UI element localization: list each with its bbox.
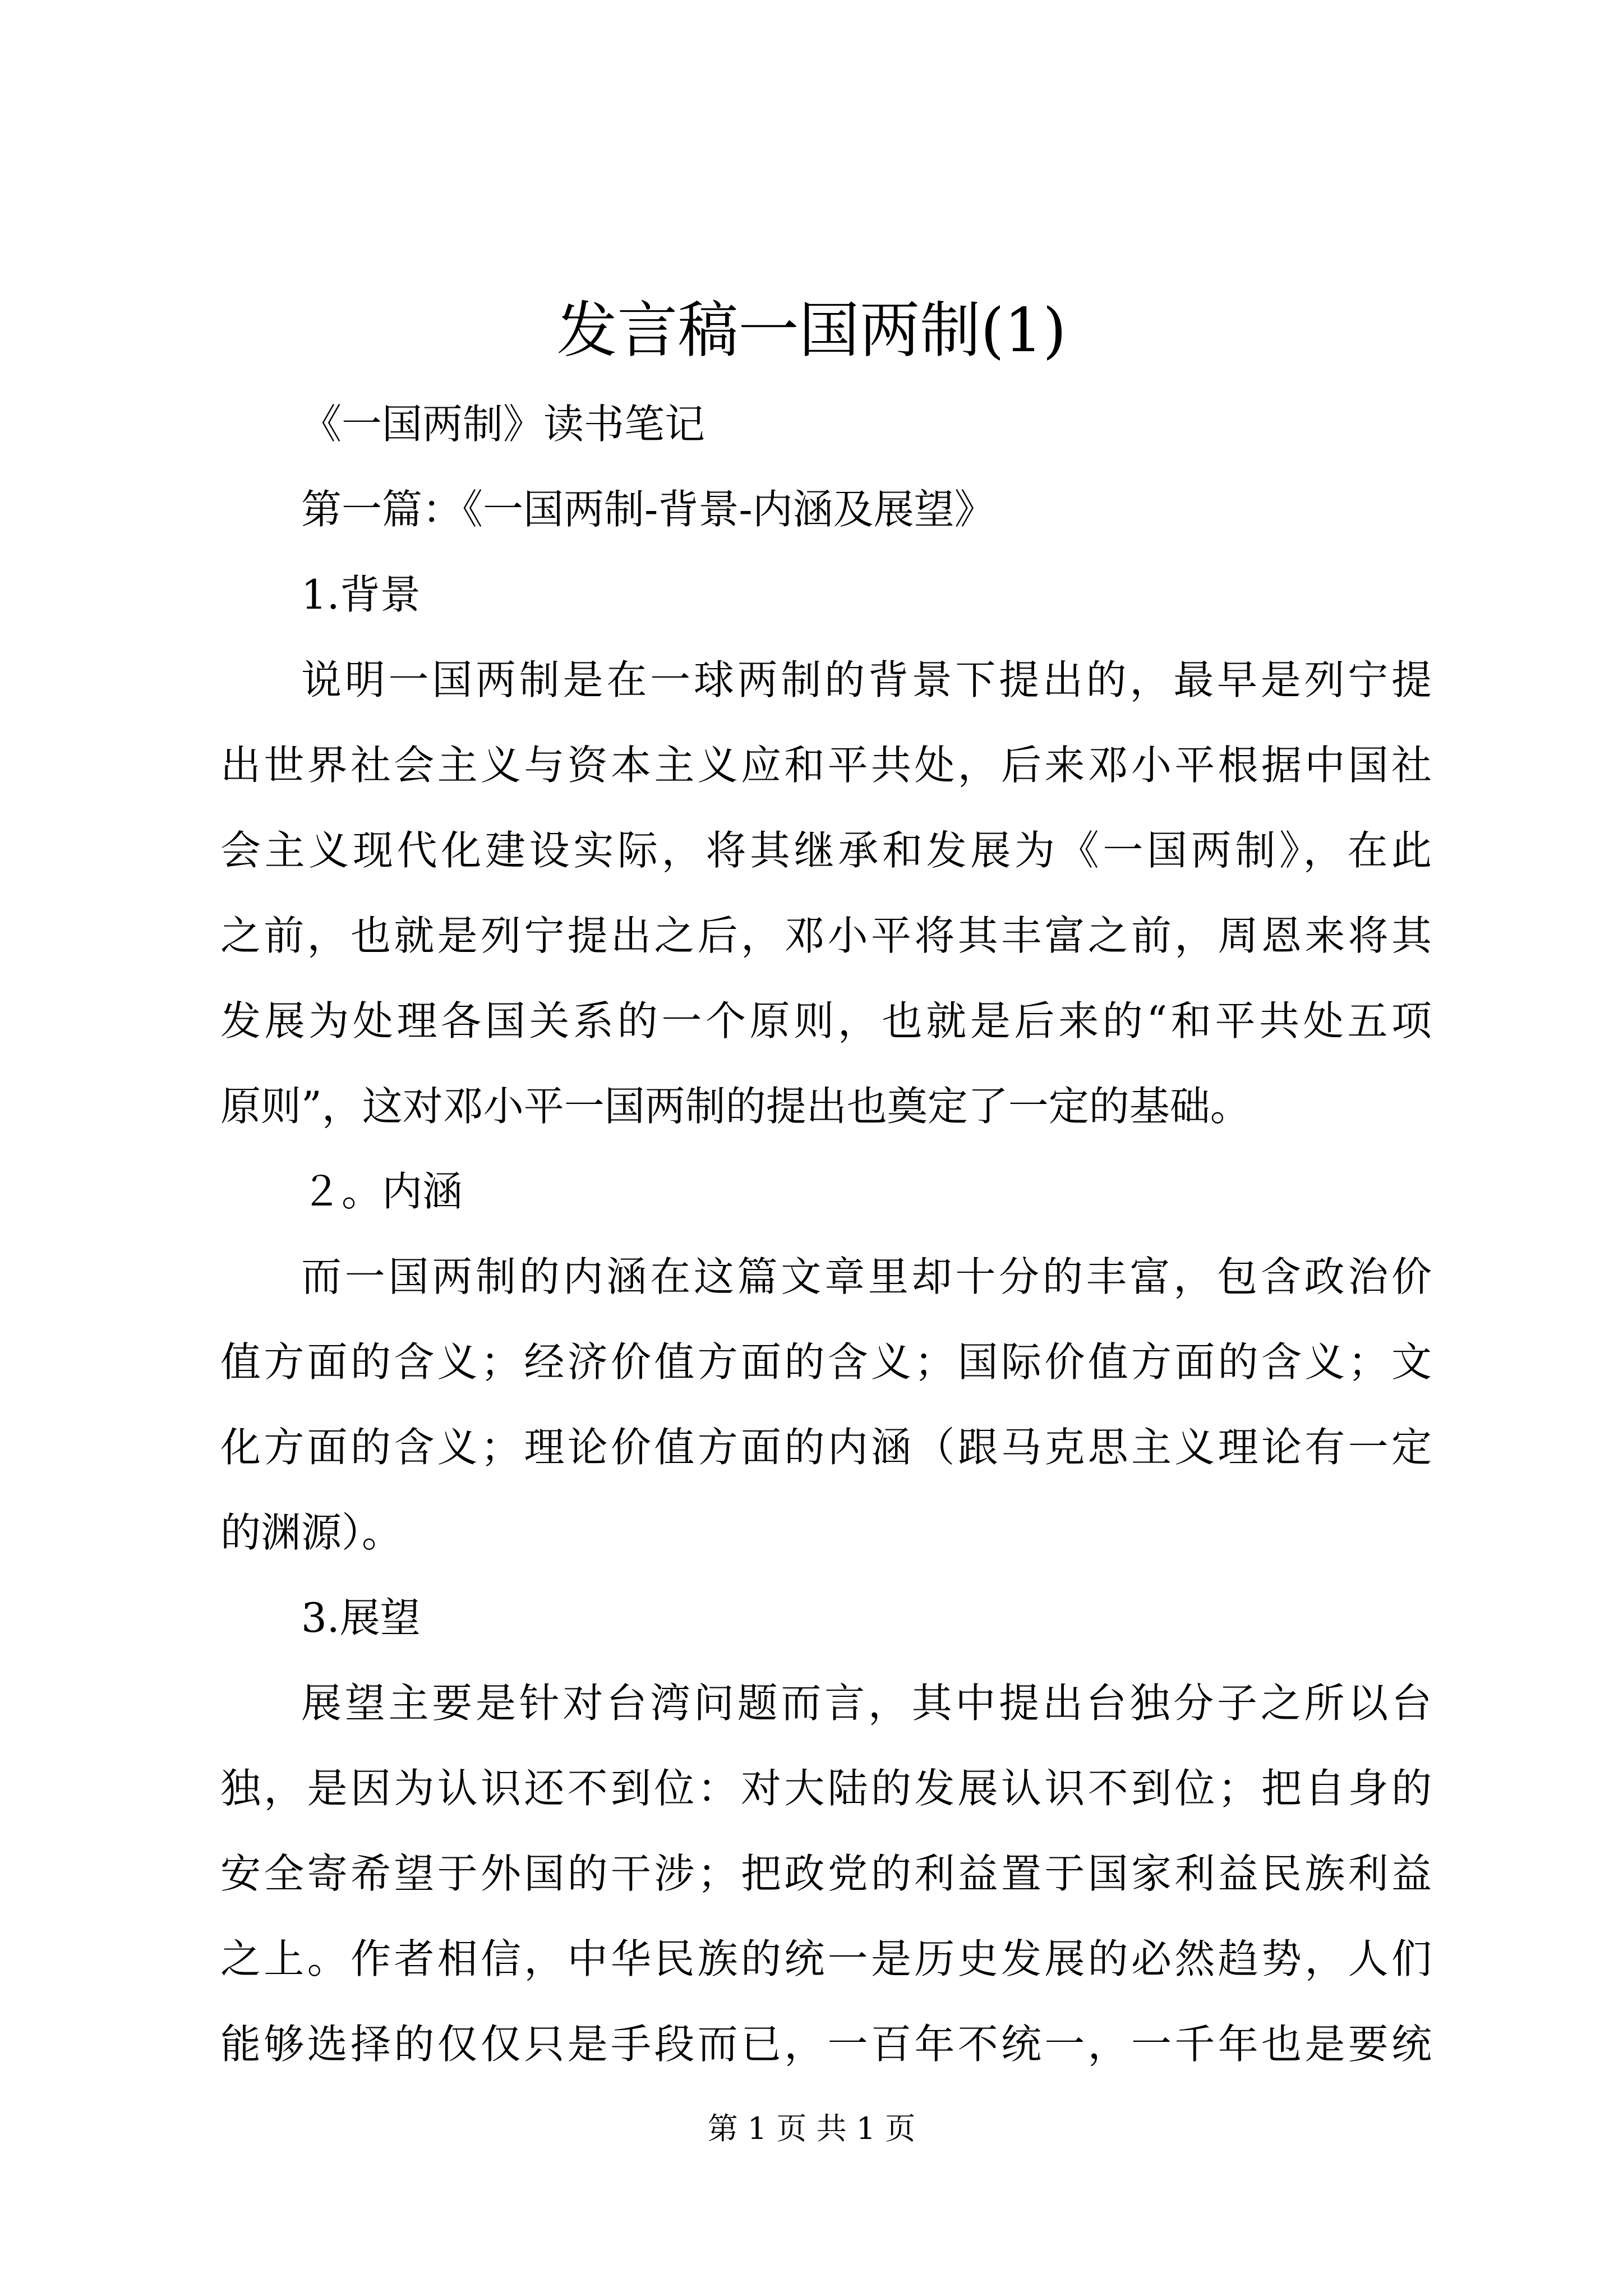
section-heading-connotation: ２。内涵	[301, 1168, 463, 1215]
paragraph-line: 原则”，这对邓小平一国两制的提出也奠定了一定的基础。	[220, 1083, 1251, 1130]
subtitle-line: 《一国两制》读书笔记	[301, 401, 706, 448]
chapter-heading: 第一篇：《一国两制-背景-内涵及展望》	[301, 486, 995, 533]
paragraph-line: 安全寄希望于外国的干涉；把政党的利益置于国家利益民族利益	[220, 1850, 1432, 1897]
paragraph-line: 之上。作者相信，中华民族的统一是历史发展的必然趋势，人们	[220, 1935, 1432, 1982]
document-body	[220, 381, 1432, 2087]
document-title: 发言稿一国两制(1)	[556, 296, 1067, 366]
paragraph-line: 出世界社会主义与资本主义应和平共处，后来邓小平根据中国社	[220, 742, 1432, 789]
paragraph-line: 说明一国两制是在一球两制的背景下提出的，最早是列宁提	[301, 656, 1432, 703]
paragraph-line: 的渊源）。	[220, 1509, 403, 1556]
paragraph-line: 发展为处理各国关系的一个原则，也就是后来的“和平共处五项	[220, 997, 1432, 1045]
paragraph-line: 展望主要是针对台湾问题而言，其中提出台独分子之所以台	[301, 1680, 1432, 1727]
paragraph-line: 会主义现代化建设实际，将其继承和发展为《一国两制》，在此	[220, 827, 1432, 874]
paragraph-line: 化方面的含义；理论价值方面的内涵（跟马克思主义理论有一定	[220, 1424, 1432, 1471]
paragraph-line: 独，是因为认识还不到位：对大陆的发展认识不到位；把自身的	[220, 1765, 1432, 1812]
section-heading-outlook: 3.展望	[301, 1594, 421, 1641]
paragraph-line: 值方面的含义；经济价值方面的含义；国际价值方面的含义；文	[220, 1338, 1432, 1386]
paragraph-line: 能够选择的仅仅只是手段而已，一百年不统一，一千年也是要统	[220, 2021, 1432, 2068]
page-number-footer: 第 1 页 共 1 页	[707, 2111, 916, 2146]
section-heading-background: 1.背景	[301, 571, 421, 618]
paragraph-line: 而一国两制的内涵在这篇文章里却十分的丰富，包含政治价	[301, 1253, 1432, 1300]
paragraph-line: 之前，也就是列宁提出之后，邓小平将其丰富之前，周恩来将其	[220, 912, 1432, 959]
